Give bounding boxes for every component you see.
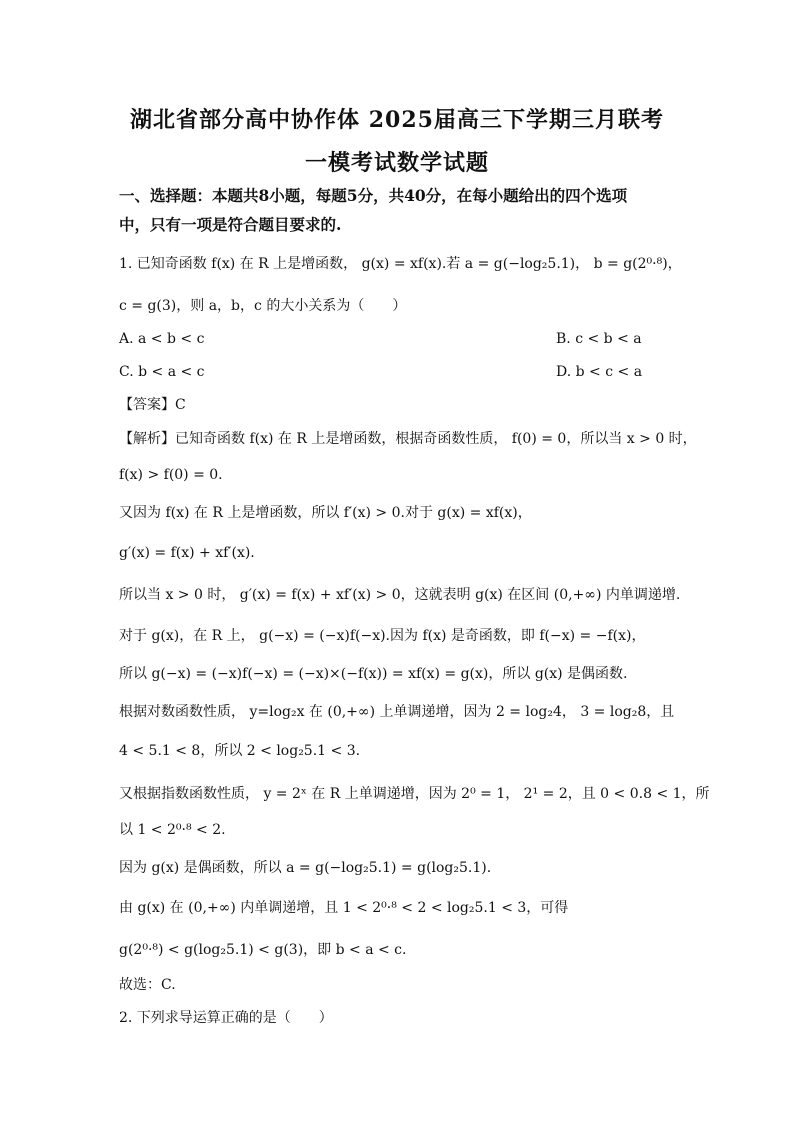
analysis-line: 【解析】已知奇函数 f(x) 在 R 上是增函数，根据奇函数性质， f(0) = 0，所以当 x > 0 时， — [119, 431, 697, 447]
question-2-line-1: 2. 下列求导运算正确的是（ ） — [119, 1010, 333, 1026]
section-heading-line-1: 一、选择题：本题共8小题，每题5分，共40分，在每小题给出的四个选项 — [119, 186, 628, 205]
analysis-line: 因为 g(x) 是偶函数，所以 a = g(−log₂5.1) = g(log₂5.1). — [119, 860, 492, 876]
option-d: D. b < c < a — [556, 364, 643, 380]
question-1-line-2: c = g(3)，则 a，b，c 的大小关系为（ ） — [119, 298, 407, 314]
analysis-line: 故选：C. — [119, 977, 176, 993]
analysis-line: 所以 g(−x) = (−x)f(−x) = (−x)×(−f(x)) = xf(x) = g(x)，所以 g(x) 是偶函数. — [119, 666, 628, 682]
analysis-line: 又因为 f(x) 在 R 上是增函数，所以 f′(x) > 0.对于 g(x) = xf(x)， — [119, 505, 532, 521]
question-1-line-1: 1. 已知奇函数 f(x) 在 R 上是增函数， g(x) = xf(x).若 a = g(−log₂5.1)， b = g(2⁰·⁸)， — [119, 256, 682, 272]
title-line-2: 一模考试数学试题 — [304, 150, 489, 176]
analysis-line: 所以当 x > 0 时， g′(x) = f(x) + xf′(x) > 0，这就表明 g(x) 在区间 (0,+∞) 内单调递增. — [119, 587, 681, 603]
option-c: C. b < a < c — [119, 364, 205, 380]
analysis-line: 由 g(x) 在 (0,+∞) 内单调递增，且 1 < 2⁰·⁸ < 2 < log₂5.1 < 3，可得 — [119, 900, 569, 916]
option-b: B. c < b < a — [556, 331, 642, 347]
analysis-line: g(2⁰·⁸) < g(log₂5.1) < g(3)，即 b < a < c. — [119, 942, 407, 958]
section-heading-line-2: 中，只有一项是符合题目要求的. — [119, 215, 342, 234]
title-line-1: 湖北省部分高中协作体 2025届高三下学期三月联考 — [130, 107, 664, 133]
option-a: A. a < b < c — [119, 331, 205, 347]
analysis-line: f(x) > f(0) = 0. — [119, 467, 223, 483]
analysis-line: 根据对数函数性质， y=log₂x 在 (0,+∞) 上单调递增，因为 2 = log₂4， 3 = log₂8，且 — [119, 704, 675, 720]
analysis-line: 以 1 < 2⁰·⁸ < 2. — [119, 822, 226, 838]
analysis-line: 又根据指数函数性质， y = 2ˣ 在 R 上单调递增，因为 2⁰ = 1， 2¹ = 2，且 0 < 0.8 < 1，所 — [119, 786, 710, 802]
analysis-line: 4 < 5.1 < 8，所以 2 < log₂5.1 < 3. — [119, 743, 361, 759]
analysis-line: 对于 g(x)，在 R 上， g(−x) = (−x)f(−x).因为 f(x) 是奇函数，即 f(−x) = −f(x)， — [119, 628, 646, 644]
analysis-line: g′(x) = f(x) + xf′(x). — [119, 545, 255, 561]
answer-line: 【答案】C — [119, 397, 186, 413]
